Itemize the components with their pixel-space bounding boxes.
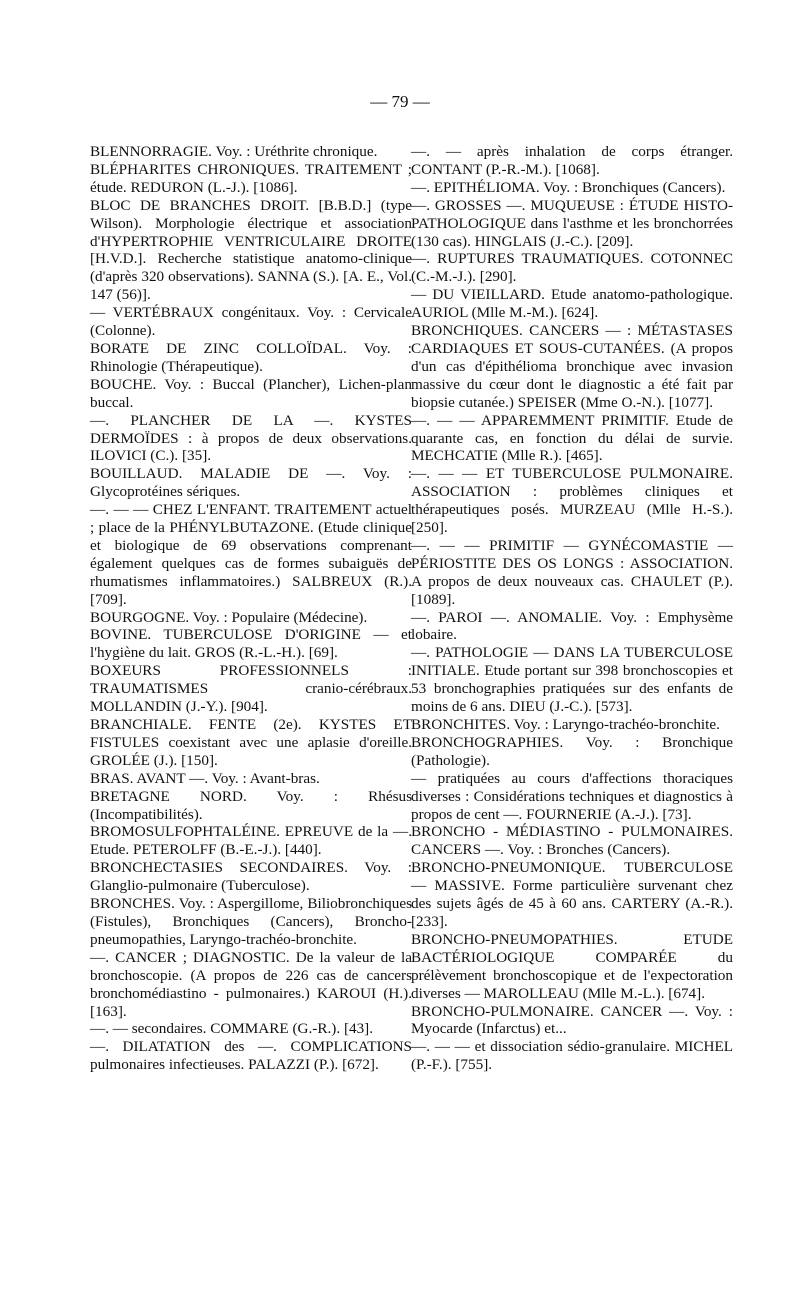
index-entry: —. DILATATION des —. COMPLICATIONS pulmonaires infectieuses. PALAZZI (P.). [672]. [90, 1038, 412, 1074]
index-entry: BLENNORRAGIE. Voy. : Uréthrite chronique. [90, 143, 378, 160]
index-entry: —. PAROI —. ANOMALIE. Voy. : Emphysème lobaire. [411, 608, 733, 644]
index-entry: BRONCHO-PNEUMONIQUE. TUBERCULOSE — MASSIVE. Forme particulière survenant chez des sujets âgés de 45 à 60 ans. CARTERY (A.-R.). [233]. [411, 859, 733, 930]
index-entry: —. CANCER ; DIAGNOSTIC. De la valeur de la bronchoscopie. (A propos de 226 cas de cancers bronchomédiastino - pulmonaires.) KAROUI (H.). [163]. [90, 948, 412, 1020]
index-entry: BRETAGNE NORD. Voy. : Rhésus (Incompatibilités). [90, 787, 412, 823]
index-entry: BRONCHOGRAPHIES. Voy. : Bronchique (Pathologie). [411, 733, 733, 769]
index-entry: BORATE DE ZINC COLLOÏDAL. Voy. : Rhinologie (Thérapeutique). [90, 339, 412, 375]
index-entry: BRAS. AVANT —. Voy. : Avant-bras. [90, 769, 320, 787]
index-entry: BRONCHECTASIES SECONDAIRES. Voy. : Glanglio-pulmonaire (Tuberculose). [90, 859, 412, 895]
index-entry: BRONCHO - MÉDIASTINO - PULMONAIRES. CANCERS —. Voy. : Bronches (Cancers). [411, 823, 733, 859]
index-entry: BRONCHITES. Voy. : Laryngo-trachéo-bronchite. [411, 716, 720, 733]
index-entry: —. GROSSES —. MUQUEUSE : ÉTUDE HISTO-PATHOLOGIQUE dans l'asthme et les bronchorrées (130 cas). HINGLAIS (J.-C.). [209]. [411, 196, 733, 250]
right-column [411, 143, 733, 1074]
page-number: — 79 — [370, 92, 430, 111]
index-entry: BLÉPHARITES CHRONIQUES. TRAITEMENT ; étude. REDURON (L.-J.). [1086]. [90, 160, 412, 196]
index-entry: —. PLANCHER DE LA —. KYSTES DERMOÏDES : à propos de deux observations. ILOVICI (C.). [35]. [90, 411, 412, 465]
left-column [90, 143, 412, 1074]
index-entry: —. — après inhalation de corps étranger. CONTANT (P.-R.-M.). [1068]. [411, 143, 733, 178]
index-entry: —. — — CHEZ L'ENFANT. TRAITEMENT actuel ; place de la PHÉNYLBUTAZONE. (Etude clinique et biologique de 69 observations comprenant également quelques cas de formes subaiguës de rhumatismes inflammatoires.) SALBREUX (R.). [709]. [90, 501, 412, 608]
index-entry: —. PATHOLOGIE — DANS LA TUBERCULOSE INITIALE. Etude portant sur 398 bronchoscopies et 53 bronchographies pratiquées sur des enfants de moins de 6 ans. DIEU (J.-C.). [573]. [411, 644, 733, 716]
index-entry: —. — — PRIMITIF — GYNÉCOMASTIE — PÉRIOSTITE DES OS LONGS : ASSOCIATION. A propos de deux nouveaux cas. CHAULET (P.). [1089]. [411, 536, 733, 608]
index-entry: BOUILLAUD. MALADIE DE —. Voy. : Glycoprotéines sériques. [90, 465, 412, 501]
index-entry: —. EPITHÉLIOMA. Voy. : Bronchiques (Cancers). [411, 178, 726, 196]
index-entry: BROMOSULFOPHTALÉINE. EPREUVE de la —. Etude. PETEROLFF (B.-E.-J.). [440]. [90, 823, 412, 859]
index-entry: BRONCHIQUES. CANCERS — : MÉTASTASES CARDIAQUES ET SOUS-CUTANÉES. (A propos d'un cas d'épithélioma bronchique avec invasion massive du cœur dont le diagnostic a été fait par biopsie cutanée.) SPEISER (Mme O.-N.). [1077]. [411, 322, 733, 411]
index-entry: —. — — ET TUBERCULOSE PULMONAIRE. ASSOCIATION : problèmes cliniques et thérapeutiques posés. MURZEAU (Mlle H.-S.). [250]. [411, 465, 733, 537]
index-entry: BRONCHO-PNEUMOPATHIES. ETUDE BACTÉRIOLOGIQUE COMPARÉE du prélèvement bronchoscopique et de l'expectoration diverses — MAROLLEAU (Mlle M.-L.). [674]. [411, 930, 733, 1002]
index-entry: BRONCHES. Voy. : Aspergillome, Biliobronchiques (Fistules), Bronchiques (Cancers), Broncho-pneumopathies, Laryngo-trachéo-bronchite. [90, 895, 412, 948]
index-entry: — DU VIEILLARD. Etude anatomo-pathologique. AURIOL (Mlle M.-M.). [624]. [411, 286, 733, 322]
index-entry: BRANCHIALE. FENTE (2e). KYSTES ET FISTULES coexistant avec une aplasie d'oreille. GROLÉE (J.). [150]. [90, 716, 412, 769]
index-entry: — pratiquées au cours d'affections thoraciques diverses : Considérations techniques et diagnostics à propos de cent —. FOURNERIE (A.-J.). [73]. [411, 769, 733, 823]
index-entry: —. — — et dissociation sédio-granulaire. MICHEL (P.-F.). [755]. [411, 1038, 733, 1074]
index-entry: BOVINE. TUBERCULOSE D'ORIGINE — et l'hygiène du lait. GROS (R.-L.-H.). [69]. [90, 626, 412, 662]
index-entry: BOXEURS PROFESSIONNELS : TRAUMATISMES cranio-cérébraux. MOLLANDIN (J.-Y.). [904]. [90, 662, 412, 716]
index-entry: —. — — APPAREMMENT PRIMITIF. Etude de quarante cas, en fonction du délai de survie. MECHCATIE (Mlle R.). [465]. [411, 411, 733, 465]
index-entry: —. RUPTURES TRAUMATIQUES. COTONNEC (C.-M.-J.). [290]. [411, 250, 733, 286]
index-entry: BRONCHO-PULMONAIRE. CANCER —. Voy. : Myocarde (Infarctus) et... [411, 1002, 733, 1038]
index-entry: —. — secondaires. COMMARE (G.-R.). [43]. [90, 1020, 374, 1038]
index-entry: BOUCHE. Voy. : Buccal (Plancher), Lichen-plan buccal. [90, 375, 412, 411]
index-entry: BLOC DE BRANCHES DROIT. [B.B.D.] (type Wilson). Morphologie électrique et association d'HYPERTROPHIE VENTRICULAIRE DROITE [H.V.D.]. Recherche statistique anatomo-clinique (d'après 320 observations). SANNA (S.). [A. E., Vol. 147 (56)]. [90, 196, 412, 304]
index-entry: — VERTÉBRAUX congénitaux. Voy. : Cervicale (Colonne). [90, 304, 412, 340]
index-entry: BOURGOGNE. Voy. : Populaire (Médecine). [90, 608, 368, 626]
